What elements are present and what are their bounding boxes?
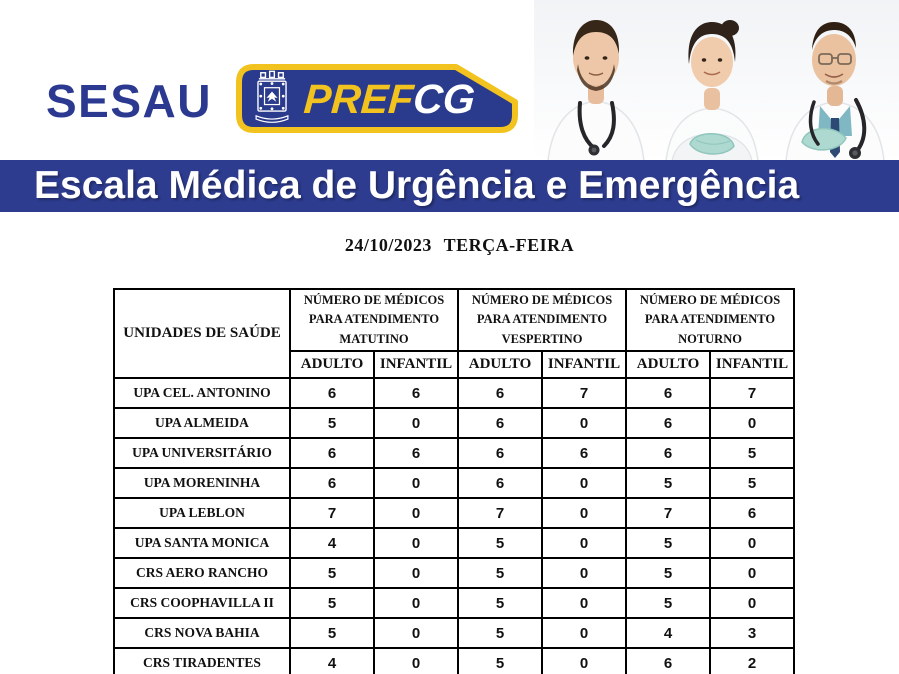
value-cell-vespertino-adulto: 6 xyxy=(458,408,542,438)
value-cell-vespertino-infantil: 0 xyxy=(542,408,626,438)
table-row xyxy=(114,498,794,528)
subheader-infantil-matutino: INFANTIL xyxy=(374,351,458,378)
value-cell-vespertino-adulto: 5 xyxy=(458,618,542,648)
unit-cell: CRS COOPHAVILLA II xyxy=(114,588,290,618)
value-cell-noturno-adulto: 4 xyxy=(626,618,710,648)
subheader-infantil-vespertino: INFANTIL xyxy=(542,351,626,378)
unit-cell: UPA ALMEIDA xyxy=(114,408,290,438)
value-cell-matutino-adulto: 7 xyxy=(290,498,374,528)
unit-cell: UPA MORENINHA xyxy=(114,468,290,498)
value-cell-matutino-infantil: 0 xyxy=(374,468,458,498)
value-cell-vespertino-adulto: 6 xyxy=(458,438,542,468)
table-header xyxy=(114,289,794,378)
value-cell-vespertino-infantil: 0 xyxy=(542,558,626,588)
header xyxy=(0,0,899,160)
value-cell-vespertino-adulto: 5 xyxy=(458,528,542,558)
value-cell-matutino-adulto: 5 xyxy=(290,558,374,588)
table-row xyxy=(114,408,794,438)
value-cell-vespertino-infantil: 0 xyxy=(542,528,626,558)
value-cell-matutino-infantil: 0 xyxy=(374,408,458,438)
value-cell-noturno-adulto: 6 xyxy=(626,378,710,408)
value-cell-noturno-infantil: 5 xyxy=(710,468,794,498)
value-cell-vespertino-infantil: 0 xyxy=(542,618,626,648)
three-doctors-illustration xyxy=(534,0,899,161)
unit-cell: UPA LEBLON xyxy=(114,498,290,528)
cg-text: CG xyxy=(411,75,477,122)
subheader-adulto-matutino: ADULTO xyxy=(290,351,374,378)
value-cell-matutino-adulto: 6 xyxy=(290,378,374,408)
value-cell-matutino-infantil: 0 xyxy=(374,528,458,558)
value-cell-vespertino-infantil: 7 xyxy=(542,378,626,408)
value-cell-noturno-adulto: 5 xyxy=(626,468,710,498)
sesau-logo: SESAU xyxy=(46,75,212,127)
value-cell-noturno-infantil: 0 xyxy=(710,558,794,588)
value-cell-matutino-adulto: 5 xyxy=(290,588,374,618)
value-cell-vespertino-adulto: 6 xyxy=(458,468,542,498)
value-cell-noturno-adulto: 6 xyxy=(626,408,710,438)
value-cell-noturno-infantil: 2 xyxy=(710,648,794,674)
table-row xyxy=(114,558,794,588)
col-header-vespertino: NÚMERO DE MÉDICOS PARA ATENDIMENTO VESPERTINO xyxy=(458,289,626,351)
table-row xyxy=(114,588,794,618)
value-cell-noturno-infantil: 0 xyxy=(710,528,794,558)
value-cell-noturno-infantil: 0 xyxy=(710,408,794,438)
value-cell-vespertino-infantil: 0 xyxy=(542,588,626,618)
value-cell-vespertino-infantil: 6 xyxy=(542,438,626,468)
value-cell-matutino-infantil: 6 xyxy=(374,438,458,468)
unit-cell: CRS NOVA BAHIA xyxy=(114,618,290,648)
table-row xyxy=(114,378,794,408)
value-cell-noturno-infantil: 5 xyxy=(710,438,794,468)
pref-text: PREF xyxy=(302,75,416,122)
unit-cell: UPA SANTA MONICA xyxy=(114,528,290,558)
value-cell-matutino-infantil: 0 xyxy=(374,498,458,528)
value-cell-noturno-adulto: 6 xyxy=(626,438,710,468)
value-cell-matutino-adulto: 5 xyxy=(290,408,374,438)
subheader-infantil-noturno: INFANTIL xyxy=(710,351,794,378)
value-cell-matutino-infantil: 0 xyxy=(374,648,458,674)
subheader-adulto-vespertino: ADULTO xyxy=(458,351,542,378)
value-cell-matutino-adulto: 6 xyxy=(290,468,374,498)
value-cell-vespertino-infantil: 0 xyxy=(542,648,626,674)
value-cell-vespertino-adulto: 5 xyxy=(458,588,542,618)
value-cell-vespertino-adulto: 6 xyxy=(458,378,542,408)
unit-cell: UPA UNIVERSITÁRIO xyxy=(114,438,290,468)
prefcg-wordmark xyxy=(302,75,477,122)
value-cell-matutino-infantil: 6 xyxy=(374,378,458,408)
title-banner xyxy=(0,160,899,212)
unit-cell: UPA CEL. ANTONINO xyxy=(114,378,290,408)
table-row xyxy=(114,648,794,674)
unit-cell: CRS TIRADENTES xyxy=(114,648,290,674)
value-cell-vespertino-adulto: 5 xyxy=(458,558,542,588)
value-cell-noturno-adulto: 5 xyxy=(626,588,710,618)
col-header-noturno: NÚMERO DE MÉDICOS PARA ATENDIMENTO NOTURNO xyxy=(626,289,794,351)
prefcg-badge-content xyxy=(234,62,522,136)
value-cell-noturno-adulto: 7 xyxy=(626,498,710,528)
table-row xyxy=(114,528,794,558)
value-cell-matutino-adulto: 5 xyxy=(290,618,374,648)
date-line: 24/10/2023 TERÇA-FEIRA xyxy=(344,235,575,255)
prefcg-logo xyxy=(234,62,522,136)
table-row xyxy=(114,618,794,648)
value-cell-matutino-adulto: 4 xyxy=(290,528,374,558)
unit-cell: CRS AERO RANCHO xyxy=(114,558,290,588)
doctors-photo xyxy=(534,0,899,161)
value-cell-matutino-infantil: 0 xyxy=(374,588,458,618)
col-header-matutino: NÚMERO DE MÉDICOS PARA ATENDIMENTO MATUTINO xyxy=(290,289,458,351)
value-cell-vespertino-adulto: 7 xyxy=(458,498,542,528)
value-cell-noturno-infantil: 0 xyxy=(710,588,794,618)
schedule-table xyxy=(113,288,795,674)
subheader-adulto-noturno: ADULTO xyxy=(626,351,710,378)
value-cell-noturno-infantil: 7 xyxy=(710,378,794,408)
col-header-units: UNIDADES DE SAÚDE xyxy=(114,289,290,378)
table-row xyxy=(114,438,794,468)
value-cell-matutino-adulto: 6 xyxy=(290,438,374,468)
value-cell-matutino-infantil: 0 xyxy=(374,618,458,648)
table-header-row-1 xyxy=(114,289,794,351)
value-cell-noturno-adulto: 5 xyxy=(626,528,710,558)
value-cell-noturno-adulto: 6 xyxy=(626,648,710,674)
value-cell-matutino-infantil: 0 xyxy=(374,558,458,588)
table-body xyxy=(114,378,794,674)
value-cell-vespertino-infantil: 0 xyxy=(542,498,626,528)
value-cell-matutino-adulto: 4 xyxy=(290,648,374,674)
value-cell-noturno-infantil: 3 xyxy=(710,618,794,648)
value-cell-noturno-infantil: 6 xyxy=(710,498,794,528)
campo-grande-crest-icon xyxy=(250,69,294,127)
page-title: Escala Médica de Urgência e Emergência xyxy=(34,164,800,207)
table-row xyxy=(114,468,794,498)
value-cell-vespertino-adulto: 5 xyxy=(458,648,542,674)
value-cell-vespertino-infantil: 0 xyxy=(542,468,626,498)
value-cell-noturno-adulto: 5 xyxy=(626,558,710,588)
